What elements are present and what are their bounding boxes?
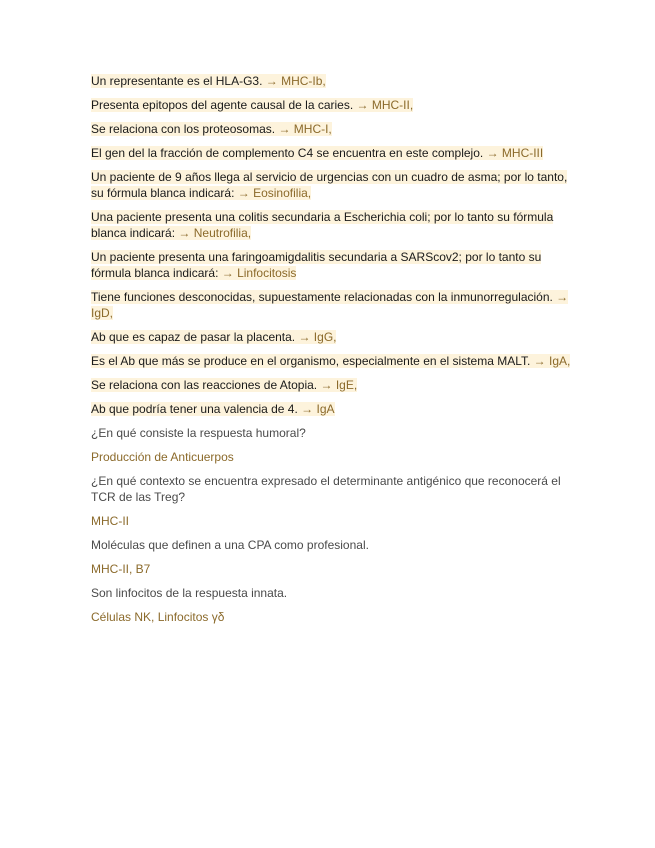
answer-text: → Linfocitosis — [218, 266, 297, 280]
qa-highlight — [91, 146, 543, 160]
qa-item-ige — [91, 377, 571, 393]
question-text: Es el Ab que más se produce en el organismo, especialmente en el sistema MALT. — [91, 354, 531, 368]
qa-highlight — [91, 74, 326, 88]
open-answer-treg: MHC-II — [91, 514, 129, 528]
question-text: Ab que podría tener una valencia de 4. — [91, 402, 298, 416]
qa-item-iga-valencia — [91, 401, 571, 417]
qa-item-mhc-iii — [91, 145, 571, 161]
qa-highlight — [91, 402, 335, 416]
question-text: Se relaciona con las reacciones de Atopia. — [91, 378, 318, 392]
open-question-innata: Son linfocitos de la respuesta innata. — [91, 586, 288, 600]
qa-item-mhc-ib — [91, 73, 571, 89]
question-text: Un representante es el HLA-G3. — [91, 74, 263, 88]
answer-text: → Neutrofilia, — [175, 226, 252, 240]
question-text: El gen del la fracción de complemento C4 se encuentra en este complejo. — [91, 146, 484, 160]
qa-highlight — [91, 210, 553, 240]
qa-item-linfocitosis — [91, 249, 571, 281]
qa-highlight — [91, 354, 570, 368]
qa-highlight — [91, 98, 413, 112]
answer-text: → IgD, — [91, 290, 569, 320]
question-text: Ab que es capaz de pasar la placenta. — [91, 330, 296, 344]
answer-text: → MHC-II, — [353, 98, 414, 112]
answer-text: → IgA — [297, 402, 335, 416]
question-text: Un paciente presenta una faringoamigdalitis secundaria a SARScov2; por lo tanto su fórmula blanca indicará: — [91, 250, 542, 280]
question-text: Tiene funciones desconocidas, supuestamente relacionadas con la inmunorregulación. — [91, 290, 553, 304]
qa-highlight — [91, 290, 568, 320]
qa-item-igd — [91, 289, 571, 321]
open-answer-innata: Células NK, Linfocitos γδ — [91, 610, 225, 624]
qa-item-mhc-ii — [91, 97, 571, 113]
qa-highlight — [91, 250, 541, 280]
answer-text: → Eosinofilia, — [234, 186, 312, 200]
open-question-humoral: ¿En qué consiste la respuesta humoral? — [91, 426, 306, 440]
question-text: Una paciente presenta una colitis secundaria a Escherichia coli; por lo tanto su fórmula blanca indicará: — [91, 210, 554, 240]
qa-item-iga-malt — [91, 353, 571, 369]
qa-item-neutrofilia — [91, 209, 571, 241]
question-text: Presenta epitopos del agente causal de la caries. — [91, 98, 354, 112]
answer-text: → MHC-III — [483, 146, 544, 160]
question-text: Un paciente de 9 años llega al servicio de urgencias con un cuadro de asma; por lo tanto, su fórmula blanca indicará: — [91, 170, 568, 200]
open-question-treg: ¿En qué contexto se encuentra expresado el determinante antigénico que reconocerá el TCR de las Treg? — [91, 474, 561, 504]
open-question-cpa: Moléculas que definen a una CPA como profesional. — [91, 538, 369, 552]
qa-item-eosinofilia — [91, 169, 571, 201]
answer-text: → IgA, — [530, 354, 571, 368]
answer-text: → IgE, — [317, 378, 358, 392]
question-text: Se relaciona con los proteosomas. — [91, 122, 276, 136]
open-answer-cpa: MHC-II, B7 — [91, 562, 151, 576]
qa-highlight — [91, 378, 357, 392]
qa-item-igg — [91, 329, 571, 345]
answer-text: → IgG, — [295, 330, 337, 344]
answer-text: → MHC-Ib, — [262, 74, 326, 88]
qa-highlight — [91, 170, 567, 200]
open-answer-humoral: Producción de Anticuerpos — [91, 450, 234, 464]
answer-text: → MHC-I, — [275, 122, 332, 136]
qa-highlight — [91, 330, 336, 344]
qa-item-mhc-i — [91, 121, 571, 137]
qa-highlight — [91, 122, 332, 136]
document-page — [91, 73, 571, 633]
